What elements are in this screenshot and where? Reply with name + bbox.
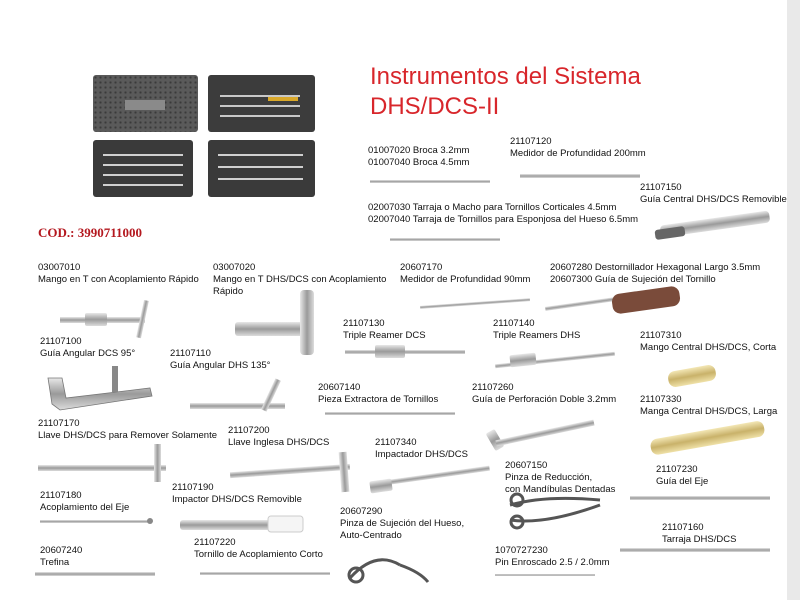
- label-21107180: 21107180 Acoplamiento del Eje: [40, 490, 130, 513]
- label-20607140: 20607140 Pieza Extractora de Tornillos: [318, 382, 439, 405]
- label-21107130: 21107130 Triple Reamer DCS: [343, 318, 426, 341]
- label-21107230: 21107230 Guía del Eje: [656, 464, 709, 487]
- label-03007020: 03007020 Mango en T DHS/DCS con Acoplamiento Rápido: [213, 262, 387, 297]
- label-21107170: 21107170 Llave DHS/DCS para Remover Solamente: [38, 418, 217, 441]
- label-21107220: 21107220 Tornillo de Acoplamiento Corto: [194, 537, 323, 560]
- label-21107160: 21107160 Tarraja DHS/DCS: [662, 522, 737, 545]
- label-1070727230: 1070727230 Pin Enroscado 2.5 / 2.0mm: [495, 545, 610, 568]
- label-21107190: 21107190 Impactor DHS/DCS Removible: [172, 482, 302, 505]
- label-20607290: 20607290 Pinza de Sujeción del Hueso, Auto-Centrado: [340, 506, 465, 541]
- tray-lid: [93, 75, 198, 132]
- label-20607170: 20607170 Medidor de Profundidad 90mm: [400, 262, 531, 285]
- label-tarraja-macho: 02007030 Tarraja o Macho para Tornillos Corticales 4.5mm 02007040 Tarraja de Tornillos para Esponjosa del Hueso 6.5mm: [368, 202, 639, 225]
- label-21107150: 21107150 Guía Central DHS/DCS Removible: [640, 182, 787, 205]
- label-03007010: 03007010 Mango en T con Acoplamiento Rápido: [38, 262, 199, 285]
- page-title: [370, 62, 641, 122]
- label-21107330: 21107330 Manga Central DHS/DCS, Larga: [640, 394, 778, 417]
- label-21107200: 21107200 Llave Inglesa DHS/DCS: [228, 425, 330, 448]
- title-line-2: DHS/DCS-II: [370, 93, 500, 120]
- label-21107110: 21107110 Guía Angular DHS 135°: [170, 348, 271, 371]
- label-21107260: 21107260 Guía de Perforación Doble 3.2mm: [472, 382, 617, 405]
- tray-lower-right: [208, 140, 315, 197]
- label-21107120: 21107120 Medidor de Profundidad 200mm: [510, 136, 646, 159]
- label-21107140: 21107140 Triple Reamers DHS: [493, 318, 581, 341]
- label-21107310: 21107310 Mango Central DHS/DCS, Corta: [640, 330, 777, 353]
- tray-upper: [208, 75, 315, 132]
- label-21107100: 21107100 Guía Angular DCS 95°: [40, 336, 136, 359]
- label-20607280: 20607280 Destornillador Hexagonal Largo 3.5mm 20607300 Guía de Sujeción del Tornillo: [550, 262, 761, 285]
- label-20607240: 20607240 Trefina: [40, 545, 83, 568]
- page-edge: [787, 0, 800, 600]
- tray-lower-left: [93, 140, 193, 197]
- label-21107340: 21107340 Impactador DHS/DCS: [375, 437, 468, 460]
- label-broca: 01007020 Broca 3.2mm 01007040 Broca 4.5mm: [368, 145, 470, 168]
- title-line-1: Instrumentos del Sistema: [370, 63, 641, 90]
- label-20607150: 20607150 Pinza de Reducción, con Mandíbulas Dentadas: [505, 460, 616, 495]
- product-code: COD.: 3990711000: [38, 225, 142, 240]
